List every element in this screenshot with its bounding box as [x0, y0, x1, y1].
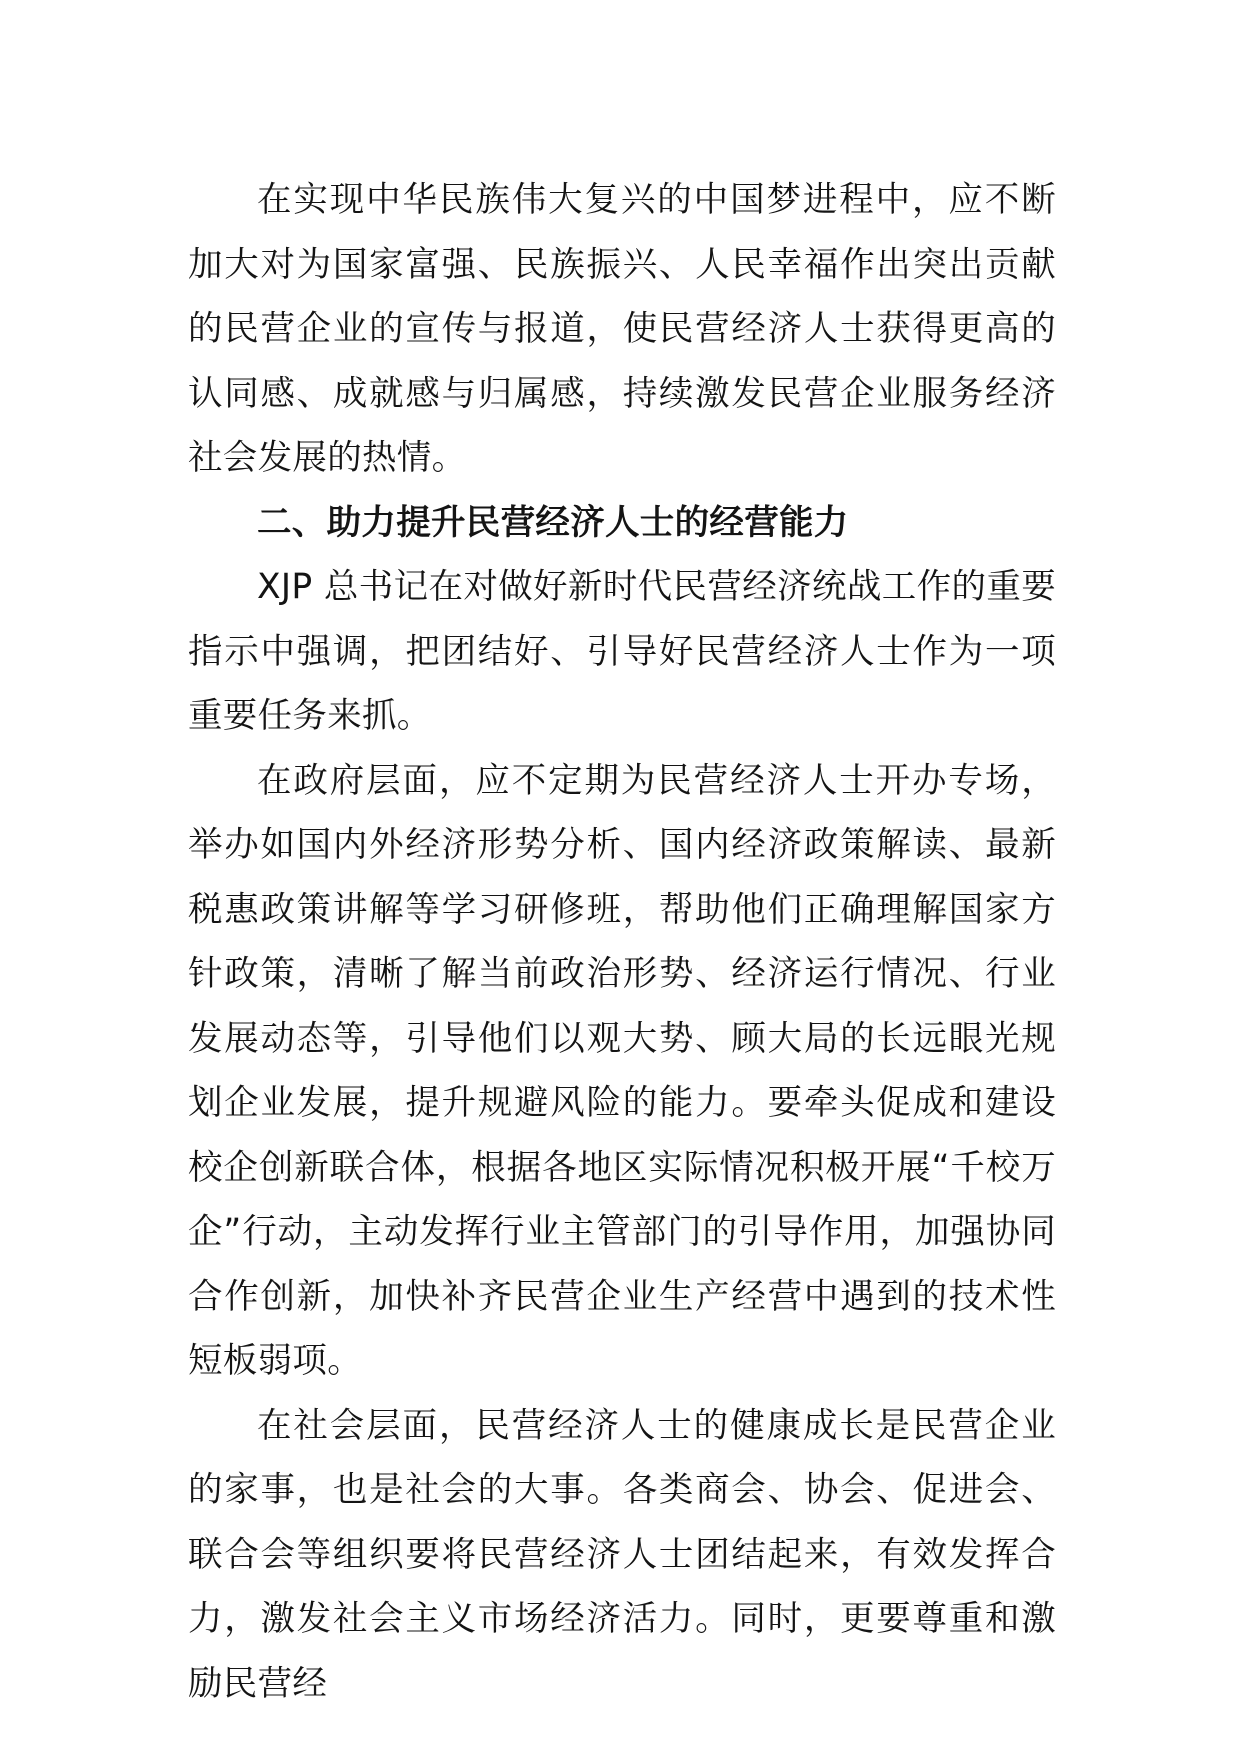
body-paragraph: XJP 总书记在对做好新时代民营经济统战工作的重要指示中强调，把团结好、引导好民营经济人士作为一项重要任务来抓。 — [188, 567, 1056, 736]
document-body — [188, 168, 1056, 1716]
body-paragraph: 在实现中华民族伟大复兴的中国梦进程中，应不断加大对为国家富强、民族振兴、人民幸福作出突出贡献的民营企业的宣传与报道，使民营经济人士获得更高的认同感、成就感与归属感，持续激发民营企业服务经济社会发展的热情。 — [188, 180, 1056, 478]
body-paragraph: 在社会层面，民营经济人士的健康成长是民营企业的家事，也是社会的大事。各类商会、协会、促进会、联合会等组织要将民营经济人士团结起来，有效发挥合力，激发社会主义市场经济活力。同时，更要尊重和激励民营经 — [188, 1405, 1056, 1704]
body-paragraph: 在政府层面，应不定期为民营经济人士开办专场，举办如国内外经济形势分析、国内经济政策解读、最新税惠政策讲解等学习研修班，帮助他们正确理解国家方针政策，清晰了解当前政治形势、经济运行情况、行业发展动态等，引导他们以观大势、顾大局的长远眼光规划企业发展，提升规避风险的能力。要牵头促成和建设校企创新联合体，根据各地区实际情况积极开展“千校万企”行动，主动发挥行业主管部门的引导作用，加强协同合作创新，加快补齐民营企业生产经营中遇到的技术性短板弱项。 — [188, 760, 1056, 1381]
section-heading: 二、助力提升民营经济人士的经营能力 — [257, 502, 849, 543]
